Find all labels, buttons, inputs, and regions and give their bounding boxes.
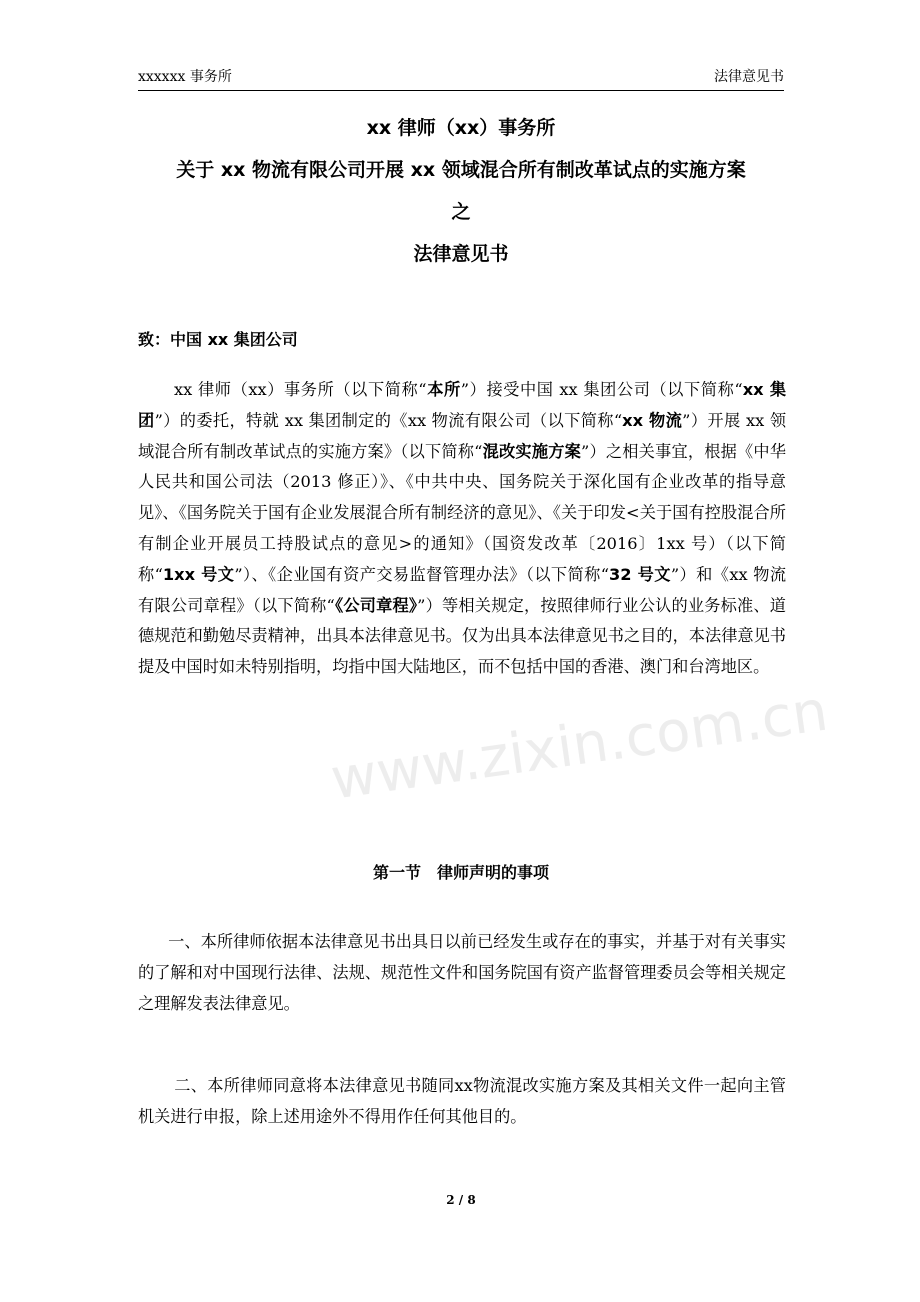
title-line-4: 法律意见书 [413,243,509,265]
page-number: 2 / 8 [446,1193,476,1207]
watermark: www.zixin.com.cn [326,678,832,813]
declaration-item-2: 二、本所律师同意将本法律意见书随同xx物流混改实施方案及其相关文件一起向主管机关进行申报，除上述用途外不得用作任何其他目的。 [138,1076,786,1126]
title-line-2: 关于 xx 物流有限公司开展 xx 领域混合所有制改革试点的实施方案 [176,159,746,181]
header-doc-type: 法律意见书 [714,69,784,85]
title-line-1: xx 律师（xx）事务所 [366,117,556,139]
section-title: 第一节 律师声明的事项 [372,863,549,882]
intro-paragraph: xx 律师（xx）事务所（以下简称“本所”）接受中国 xx 集团公司（以下简称“xx 集团”）的委托，特就 xx 集团制定的《xx 物流有限公司（以下简称“xx 物流”）开展 xx 领域混合所有制改革试点的实施方案》（以下简称“混改实施方案”）之相关事宜，根据《中华人民共和国公司法（2013 修正）》、《中共中央、国务院关于深化国有企业改革的指导意见》、《国务院关于国有企业发展混合所有制经济的意见》、《关于印发<关于国有控股混合所有制企业开展员工持股试点的意见>的通知》（国资发改革〔2016〕1xx 号）（以下简称“1xx 号文”）、《企业国有资产交易监督管理办法》（以下简称“32 号文”）和《xx 物流有限公司章程》（以下简称“《公司章程》”）等相关规定，按照律师行业公认的业务标准、道德规范和勤勉尽责精神，出具本法律意见书。仅为出具本法律意见书之目的，本法律意见书提及中国时如未特别指明，均指中国大陆地区，而不包括中国的香港、澳门和台湾地区。 [138,380,787,677]
salutation: 致：中国 xx 集团公司 [138,330,298,349]
title-line-3: 之 [451,201,471,223]
declaration-item-1: 一、本所律师依据本法律意见书出具日以前已经发生或存在的事实，并基于对有关事实的了解和对中国现行法律、法规、规范性文件和国务院国有资产监督管理委员会等相关规定之理解发表法律意见。 [138,932,786,1013]
header-firm-name: xxxxxx 事务所 [138,69,232,85]
page-header [138,64,784,91]
